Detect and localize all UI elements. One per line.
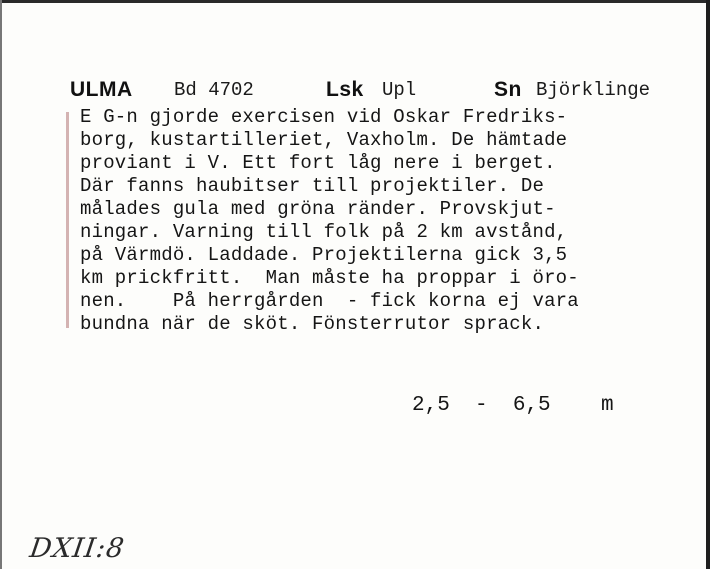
distance-measure: 2,5 - 6,5 m — [412, 394, 614, 417]
parish-label: Sn — [494, 78, 522, 101]
margin-mark — [66, 112, 69, 328]
record-line: ningar. Varning till folk på 2 km avstånd, — [80, 221, 568, 243]
record-line: km prickfritt. Man måste ha proppar i öro- — [80, 267, 579, 289]
province-label: Lsk — [326, 78, 364, 101]
record-line: på Värmdö. Laddade. Projektilerna gick 3,5 — [80, 244, 568, 266]
record-line: nen. På herrgården - fick korna ej vara — [80, 290, 579, 312]
archive-code: ULMA — [70, 78, 133, 101]
card-header — [70, 78, 680, 108]
record-line: Där fanns haubitser till projektiler. De — [80, 175, 545, 197]
card-left-edge — [0, 0, 2, 569]
province-value: Upl — [382, 79, 417, 101]
volume-number: Bd 4702 — [174, 79, 254, 101]
handwritten-shelfmark: DXII:8 — [27, 533, 127, 564]
record-line: borg, kustartilleriet, Vaxholm. De hämtade — [80, 129, 568, 151]
record-text — [80, 106, 680, 336]
record-line: E G-n gjorde exercisen vid Oskar Fredriks- — [80, 106, 568, 128]
card-top-edge — [0, 0, 710, 3]
record-line: bundna när de sköt. Fönsterrutor sprack. — [80, 313, 545, 335]
card-right-edge — [706, 0, 710, 569]
record-line: målades gula med gröna ränder. Provskjut- — [80, 198, 556, 220]
parish-value: Björklinge — [536, 79, 651, 101]
record-line: proviant i V. Ett fort låg nere i berget. — [80, 152, 556, 174]
